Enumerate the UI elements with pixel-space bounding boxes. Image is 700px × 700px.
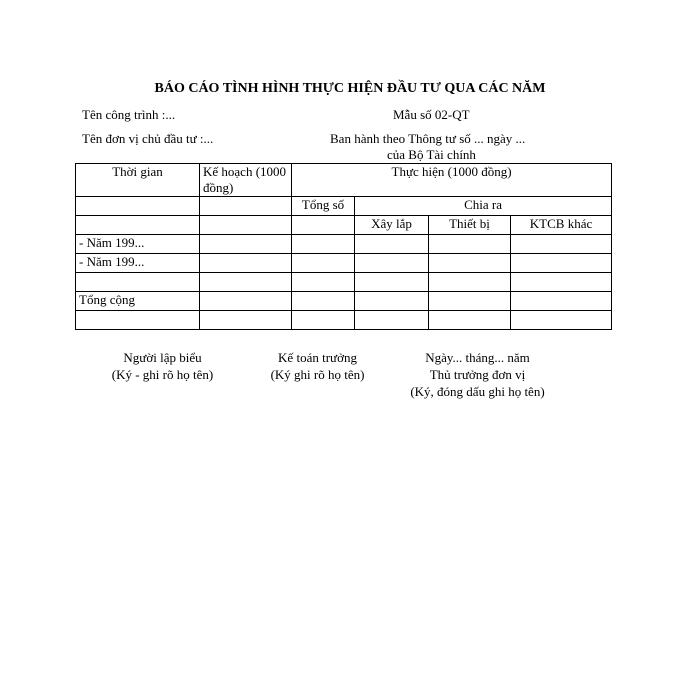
- table-subheader-row-2: [76, 216, 612, 235]
- empty-cell: [200, 292, 292, 311]
- issued-by-line2: của Bộ Tài chính: [387, 147, 476, 162]
- row-label-total: Tổng cộng: [76, 292, 200, 311]
- accountant-signature: [250, 349, 385, 383]
- empty-cell: [429, 311, 511, 330]
- table-header-row: [76, 164, 612, 197]
- empty-cell: [200, 254, 292, 273]
- header-total: Tổng số: [292, 197, 355, 216]
- empty-cell: [292, 311, 355, 330]
- accountant-note: (Ký ghi rõ họ tên): [270, 367, 365, 382]
- empty-cell: [429, 235, 511, 254]
- empty-cell: [292, 235, 355, 254]
- row-label: - Năm 199...: [76, 254, 200, 273]
- head-title: Thủ trưởng đơn vị: [429, 367, 526, 382]
- empty-cell: [292, 254, 355, 273]
- empty-cell: [511, 311, 612, 330]
- table-row: [76, 273, 612, 292]
- empty-cell: [76, 216, 200, 235]
- empty-cell: [429, 254, 511, 273]
- preparer-note: (Ký - ghi rõ họ tên): [111, 367, 214, 382]
- empty-cell: [355, 273, 429, 292]
- empty-cell: [355, 254, 429, 273]
- issued-by-line1: Ban hành theo Thông tư số ... ngày ...: [330, 131, 526, 146]
- empty-cell: [292, 216, 355, 235]
- report-title: BÁO CÁO TÌNH HÌNH THỰC HIỆN ĐẦU TƯ QUA CÁC NĂM: [154, 81, 546, 96]
- empty-cell: [429, 273, 511, 292]
- empty-cell: [355, 235, 429, 254]
- head-signature: [395, 349, 560, 400]
- empty-cell: [511, 273, 612, 292]
- header-other: KTCB khác: [511, 216, 612, 235]
- empty-cell: [355, 292, 429, 311]
- header-breakdown: Chia ra: [355, 197, 612, 216]
- empty-cell: [511, 254, 612, 273]
- investor-unit-label: Tên đơn vị chủ đầu tư :...: [82, 131, 214, 146]
- header-time: Thời gian: [76, 164, 200, 197]
- preparer-signature: [95, 349, 230, 383]
- header-equipment: Thiết bị: [429, 216, 511, 235]
- row-label: [76, 311, 200, 330]
- empty-cell: [292, 292, 355, 311]
- empty-cell: [200, 311, 292, 330]
- empty-cell: [292, 273, 355, 292]
- empty-cell: [200, 273, 292, 292]
- preparer-title: Người lập biểu: [123, 350, 202, 365]
- date-line: Ngày... tháng... năm: [425, 350, 530, 365]
- empty-cell: [511, 292, 612, 311]
- table-subheader-row: [76, 197, 612, 216]
- empty-cell: [200, 197, 292, 216]
- table-row: [76, 254, 612, 273]
- row-label: - Năm 199...: [76, 235, 200, 254]
- empty-cell: [355, 311, 429, 330]
- header-construction: Xây lắp: [355, 216, 429, 235]
- head-note: (Ký, đóng dấu ghi họ tên): [410, 384, 545, 399]
- header-plan: Kế hoạch (1000 đồng): [200, 164, 292, 197]
- empty-cell: [76, 197, 200, 216]
- empty-cell: [511, 235, 612, 254]
- accountant-title: Kế toán trưởng: [278, 350, 357, 365]
- form-number: Mẫu số 02-QT: [393, 107, 470, 122]
- table-row: [76, 292, 612, 311]
- table-row: [76, 311, 612, 330]
- project-name-label: Tên công trình :...: [82, 107, 176, 122]
- empty-cell: [429, 292, 511, 311]
- empty-cell: [200, 235, 292, 254]
- header-actual: Thực hiện (1000 đồng): [292, 164, 612, 197]
- report-table: [75, 163, 612, 330]
- empty-cell: [200, 216, 292, 235]
- table-row: [76, 235, 612, 254]
- row-label: [76, 273, 200, 292]
